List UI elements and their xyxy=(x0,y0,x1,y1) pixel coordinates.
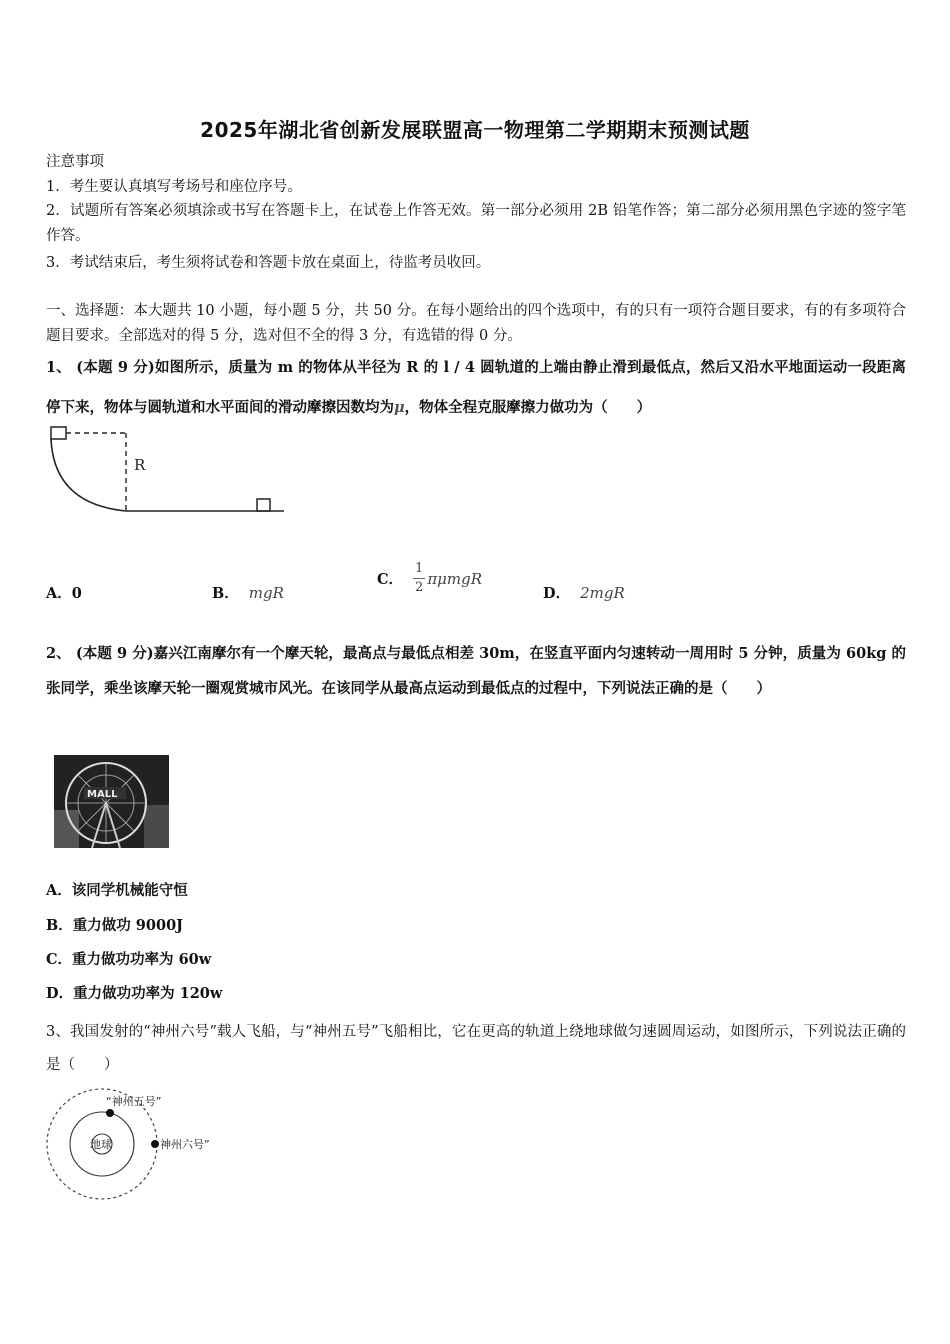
q1-figure xyxy=(44,424,294,519)
notice-item-1: 1．考生要认真填写考场号和座位序号。 xyxy=(46,179,302,195)
q1-option-c-fraction xyxy=(413,560,425,597)
q1-option-c-letter: C． xyxy=(377,571,404,588)
q1-option-c-value: πμmgR xyxy=(427,569,483,588)
q1-option-a[interactable] xyxy=(46,582,82,603)
q1-option-b[interactable] xyxy=(212,582,284,603)
ship5-label: “神州五号” xyxy=(106,1095,162,1108)
q1-option-a-letter: A． xyxy=(46,585,72,602)
page-title: 2025年湖北省创新发展联盟高一物理第二学期期末预测试题 xyxy=(200,118,750,142)
q2-option-c[interactable]: C．重力做功功率为 60w xyxy=(46,951,212,968)
notice-item-3: 3．考试结束后，考生须将试卷和答题卡放在桌面上，待监考员收回。 xyxy=(46,255,491,271)
q2-option-a[interactable]: A．该同学机械能守恒 xyxy=(46,882,188,899)
mall-sign: MALL xyxy=(87,789,118,800)
notice-item-2: 2．试题所有答案必须填涂或书写在答题卡上，在试卷上作答无效。第一部分必须用 2B 铅笔作答；第二部分必须用黑色字迹的签字笔作答。 xyxy=(46,203,906,244)
ship6-dot xyxy=(151,1140,159,1148)
q2-option-d[interactable]: D．重力做功功率为 120w xyxy=(46,985,223,1002)
q1-option-b-value: mgR xyxy=(248,584,284,602)
q2-option-b[interactable]: B．重力做功 9000J xyxy=(46,917,184,934)
q2-text: 2、 (本题 9 分)嘉兴江南摩尔有一个摩天轮，最高点与最低点相差 30m，在竖直平面内匀速转动一周用时 5 分钟，质量为 60kg 的张同学，乘坐该摩天轮一圈观赏城市风光。在该同学从最高点运动到最低点的过程中，下列说法正确的是（ ） xyxy=(46,645,906,697)
ship6-label: 神州六号” xyxy=(160,1138,210,1151)
ferris-wheel-photo xyxy=(54,755,169,848)
q1-option-d[interactable] xyxy=(543,582,625,603)
q1-option-b-letter: B． xyxy=(212,585,239,602)
earth-label: 地球 xyxy=(90,1138,112,1151)
mu-symbol: μ xyxy=(394,399,405,416)
block-bottom-icon xyxy=(257,499,270,511)
radius-label: R xyxy=(134,456,146,474)
q3-text: 3、我国发射的“神州六号”载人飞船，与“神州五号”飞船相比，它在更高的轨道上绕地球做匀速圆周运动，如图所示，下列说法正确的是（ ） xyxy=(46,1024,906,1073)
q1-text-a: 1、 (本题 9 分)如图所示，质量为 m 的物体从半径为 R 的 l / 4 圆轨道的上端由静止滑到最低点，然后又沿水平地面运动一段距离停下来，物体与圆轨道和水平面间的滑动摩擦因数均为 xyxy=(46,359,906,416)
q1-option-a-value: 0 xyxy=(71,585,82,602)
fraction-denominator: 2 xyxy=(415,580,424,595)
section1-intro: 一、选择题：本大题共 10 小题，每小题 5 分，共 50 分。在每小题给出的四个选项中，有的只有一项符合题目要求，有的有多项符合题目要求。全部选对的得 5 分，选对但不全的得 3 分，有选错的得 0 分。 xyxy=(46,303,906,344)
quarter-circle-track xyxy=(51,439,126,511)
ship5-dot xyxy=(106,1109,114,1117)
q1-text-b: ，物体全程克服摩擦力做功为（ ） xyxy=(404,399,652,416)
q1-option-d-letter: D． xyxy=(543,585,571,602)
ferris-wheel-icon xyxy=(54,755,169,848)
q1-option-d-value: 2mgR xyxy=(580,584,625,602)
notice-heading: 注意事项 xyxy=(46,154,104,170)
q1-option-c[interactable] xyxy=(377,560,482,597)
block-top-icon xyxy=(51,427,66,439)
q1-text xyxy=(46,348,906,428)
q3-orbit-figure xyxy=(40,1085,240,1205)
fraction-numerator: 1 xyxy=(413,560,425,579)
